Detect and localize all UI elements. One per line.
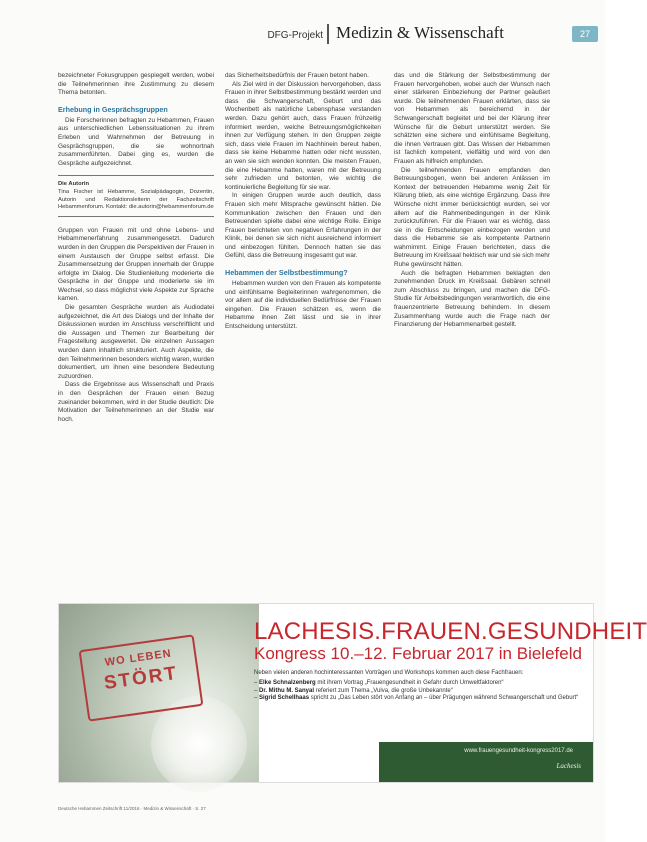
speaker-text: mit ihrem Vortrag „Frauengesundheit in Gefahr durch Umweltfaktoren“: [317, 679, 504, 686]
ad-title: LACHESIS.FRAUEN.GESUNDHEIT: [254, 618, 647, 645]
ad-subtitle: Kongress 10.–12. Februar 2017 in Bielefeld: [254, 644, 582, 663]
text-column-1: [58, 72, 214, 424]
speaker-list: [254, 670, 584, 703]
speaker-text: referiert zum Thema „Vulva, die große Unbekannte“: [315, 687, 453, 694]
speaker-name: Dr. Mithu M. Sanyal: [259, 687, 315, 694]
paragraph: In einigen Gruppen wurde auch deutlich, dass Frauen sich mehr Mitsprache gewünscht hätten. Die Kommunikation zwischen den Frauen und den Betreuenden spielte dabei eine wichtige Rolle. Einige Frauen berichteten von negativen Erfahrungen in der Klinik, bei denen sie sich nicht ausreichend informiert und einbezogen fühlten. Dennoch hatten sie das Gefühl, dass die Betreuung insgesamt gut war.: [225, 192, 381, 260]
paragraph: Die Forscherinnen befragten zu Hebammen, Frauen aus unterschiedlichen Lebenssituationen zu ihrem Erleben und Wahrnehmen der Betreuung in Gesprächsgruppen, die sie wohnortnah zusammenführten. Dabei ging es, wurden die Gespräche aufgezeichnet.: [58, 116, 214, 167]
subheading: Erhebung in Gesprächsgruppen: [58, 104, 168, 114]
paragraph: Hebammen wurden von den Frauen als kompetente und einfühlsame Begleiterinnen wahrgenommen, die vor allem auf die individuellen Bedürfnisse der Frauen eingehen. Die Frauen schätzen es, wenn die Hebamme ihnen Zeit lässt und sie in ihrer Entscheidung unterstützt.: [225, 280, 381, 331]
lachesis-logo: Lachesis: [556, 762, 581, 770]
text-column-3: [394, 72, 550, 330]
paragraph: Als Ziel wird in der Diskussion hervorgehoben, dass Frauen in ihrer Selbstbestimmung bestärkt werden und dass die Schwangerschaft, Geburt und das Wochenbett als natürliche Lebensphase verstanden werden. Dazu gehört auch, dass Frauen frühzeitig informiert werden, welche Betreuungsmöglichkeiten ihnen zur Verfügung stehen. In den Gruppen zeigte sich, dass viele Frauen im Nachhinein bereut haben, dass sie keine Hebamme hatten oder nicht wussten, an wen sie sich wenden konnten. Die meisten Frauen, die eine Hebamme hatten, waren mit der Betreuung sehr zufrieden und betonten, wie wichtig die kontinuierliche Begleitung für sie war.: [225, 80, 381, 191]
paragraph: das und die Stärkung der Selbstbestimmung der Frauen hervorgehoben, wobei auch der Wunsch nach einer stärkeren Einbeziehung der Partner geäußert wurde. Die teilnehmenden Frauen erklärten, dass sie von Hebammen als bereichernd in der Schwangerschaft begleitet und bei der Klärung ihrer Wünsche für die Geburt unterstützt werden. Sie schätzten eine sichere und einfühlsame Begleitung, die ihnen Vertrauen gibt. Das Wissen der Hebammen ist fachlich kompetent, vielfältig und wird von den Frauen als hilfreich empfunden.: [394, 72, 550, 165]
text-column-2: [225, 72, 381, 332]
project-label: DFG-Projekt: [267, 30, 323, 41]
subheading: Hebammen der Selbstbestimmung?: [225, 268, 348, 278]
paragraph: bezeichneter Fokusgruppen gespiegelt werden, wobei die Teilnehmerinnen ihre Zustimmung zu diesem Thema betonten.: [58, 72, 214, 97]
speaker-item: – Elke Schnalzenberg mit ihrem Vortrag „Frauengesundheit in Gefahr durch Umweltfaktoren“: [254, 679, 504, 686]
dandelion-photo: [59, 604, 259, 782]
speaker-name: Elke Schnalzenberg: [259, 679, 316, 686]
section-title: Medizin & Wissenschaft: [336, 23, 505, 42]
page-number-badge: 27: [572, 26, 598, 42]
header-divider: [327, 24, 329, 44]
author-box-title: Die Autorin: [58, 181, 90, 188]
congress-url-link[interactable]: www.frauengesundheit-kongress2017.de: [464, 748, 573, 754]
stamp-line-1: WO LEBEN: [104, 647, 173, 669]
speaker-text: spricht zu „Das Leben stört von Anfang an – über Prägungen während Schwangerschaft und Geburt“: [310, 695, 579, 702]
ad-footer-band: [379, 742, 593, 782]
speaker-item: – Sigrid Schellhaas spricht zu „Das Leben stört von Anfang an – über Prägungen während Schwangerschaft und Geburt“: [254, 695, 579, 702]
stamp-line-2: STÖRT: [102, 662, 180, 695]
speaker-item: – Dr. Mithu M. Sanyal referiert zum Thema „Vulva, die große Unbekannte“: [254, 687, 453, 694]
paragraph: Die gesamten Gespräche wurden als Audiodatei aufgezeichnet, die Art des Dialogs und der Inhalte der Diskussionen wurden im Anschluss verschriftlicht und die Aussagen und Themen zur Bearbeitung der Fragestellung ausgewertet. Die einzelnen Aussagen wurden dann inhaltlich strukturiert. Auch Aspekte, die den Teilnehmerinnen besonders wichtig waren, wurden dokumentiert, um ihnen eine besondere Bedeutung zuzuordnen.: [58, 304, 214, 380]
congress-advertisement[interactable]: [58, 603, 647, 783]
speaker-name: Sigrid Schellhaas: [259, 695, 310, 702]
paragraph: Die teilnehmenden Frauen empfanden den Betreuungsbogen, wenn bei anderen Anlässen im Kontext der betreuenden Hebamme wenig Zeit für Klärung blieb, als eine wichtige Ergänzung. Dass ihre Wünsche nicht immer berücksichtigt wurden, sei vor allem auf die Rahmenbedingungen in der Klinik zurückzuführen. Für die Frauen war es wichtig, dass sie in die Entscheidungen einbezogen werden und dass die Hebamme sie als kompetente Partnerin wahrnimmt. Einige Frauen berichteten, dass die Betreuung im Kreißsaal hektisch war und sie sich mehr Ruhe gewünscht hätten.: [394, 166, 550, 269]
paragraph: Auch die befragten Hebammen beklagten den zunehmenden Druck im Kreißsaal. Gebären schnell zum Abschluss zu bringen, und machen die DFG-Studie für Arbeitsbedingungen verantwortlich, die eine frauenzentrierte Betreuung behindern. In diesem Zusammenhang wurde auch die Frage nach der Finanzierung der Hebammenarbeit gestellt.: [394, 269, 550, 329]
paragraph: das Sicherheitsbedürfnis der Frauen betont haben.: [225, 72, 369, 79]
speaker-list-intro: Neben vielen anderen hochinteressanten Vorträgen und Workshops kommen auch diese Fachfrauen:: [254, 670, 524, 676]
author-box: [58, 175, 214, 216]
page-header: [0, 22, 605, 48]
author-box-text: Tina Fischer ist Hebamme, Sozialpädagogin, Dozentin, Autorin und Redaktionsleiterin der Fachzeitschrift Hebammenforum. Kontakt: die.autorin@hebammenforum.de: [58, 188, 214, 211]
paragraph: Dass die Ergebnisse aus Wissenschaft und Praxis in den Gesprächen der Frauen einen Bezug zueinander bekommen, wird in der Studie deutlich: Die Motivation der Teilnehmerinnen an der Studie war hoch.: [58, 381, 214, 423]
page-footer-citation: Deutsche Hebammen Zeitschrift 11/2016 · Medizin & Wissenschaft · S. 27: [58, 806, 206, 811]
paragraph: Gruppen von Frauen mit und ohne Lebens- und Hebammenerfahrung zusammengesetzt. Dadurch wurden in den Gruppen die Perspektiven der Frauen in einem Austausch der Gruppe selbst erfasst. Die Zusammensetzung der Gruppen innerhalb der Gruppe erfolgte im Dialog. Die Studienleitung moderierte die Gespräche in der Gruppe und moderierte sie im Wechsel, so dass möglichst viele Aspekte zur Sprache kamen.: [58, 226, 214, 303]
